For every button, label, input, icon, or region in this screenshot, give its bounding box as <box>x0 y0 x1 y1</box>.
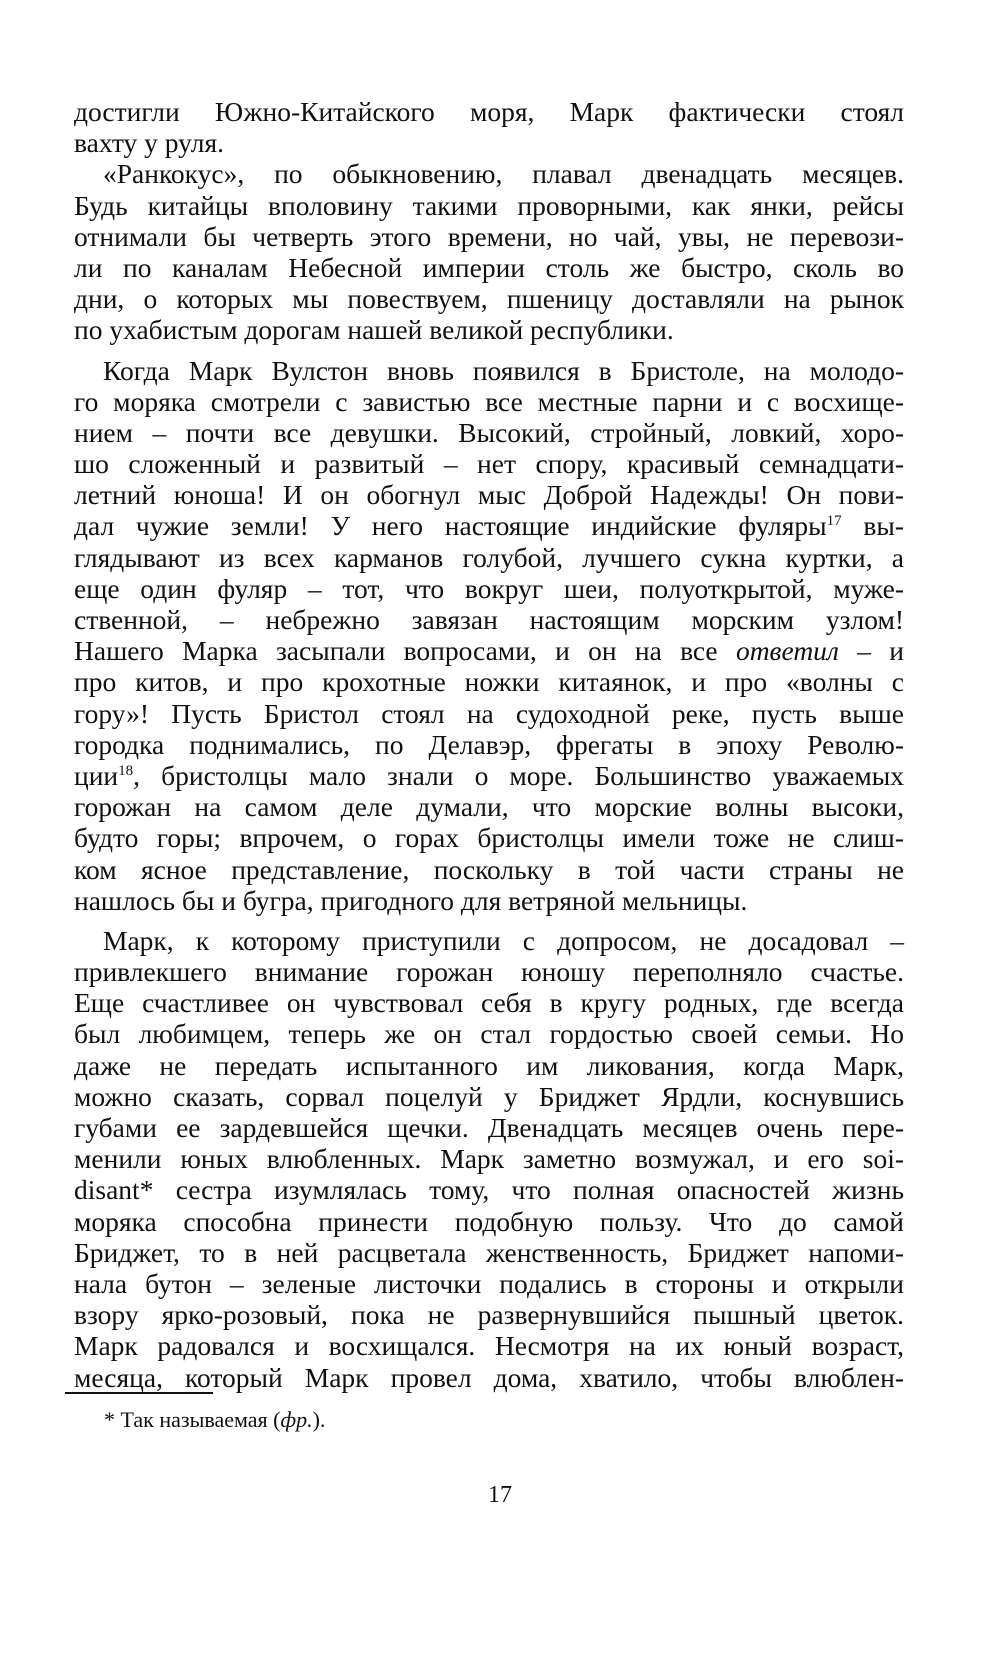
text-segment: вы- <box>841 510 904 542</box>
footnote-ref-18: 18 <box>118 762 134 779</box>
paragraph-start-line: Когда Марк Вулстон вновь появился в Бристоле, на молодо- <box>103 354 904 386</box>
text-segment: Нашего Марка засыпали вопросами, и он на все <box>74 635 718 667</box>
text-line: еще один фуляр – тот, что вокруг шеи, полуоткрытой, муже- <box>74 572 904 604</box>
footnote <box>104 1406 325 1434</box>
text-line: нала бутон – зеленые листочки подались в стороны и открыли <box>74 1267 904 1299</box>
footnote-ref-17: 17 <box>826 513 842 530</box>
paragraph-start-line: «Ранкокус», по обыкновению, плавал двенадцать месяцев. <box>103 158 904 190</box>
text-segment: дал чужие земли! У него настоящие индийские фуляры <box>74 510 827 542</box>
text-line: будто горы; впрочем, о горах бристолцы имели тоже не слиш- <box>74 822 904 854</box>
text-line: Бриджет, то в ней расцветала женственность, Бриджет напоми- <box>74 1236 904 1268</box>
text-line: можно сказать, сорвал поцелуй у Бриджет Ярдли, коснувшись <box>74 1080 904 1112</box>
text-line: disant* сестра изумлялась тому, что полная опасностей жизнь <box>74 1174 904 1206</box>
body-text <box>74 96 904 1393</box>
text-line: Еще счастливее он чувствовал себя в кругу родных, где всегда <box>74 987 904 1019</box>
emphasized-word: ответил <box>735 635 839 667</box>
text-line: моряка способна принести подобную пользу. Что до самой <box>74 1205 904 1237</box>
text-segment: – и <box>838 635 904 667</box>
text-line: месяца, который Марк провел дома, хватило, чтобы влюблен- <box>74 1361 904 1393</box>
page-number: 17 <box>488 1482 512 1508</box>
text-line: дни, о которых мы повествуем, пшеницу доставляли на рынок <box>74 283 904 315</box>
text-line: взору ярко-розовый, пока не развернувшийся пышный цветок. <box>74 1299 904 1331</box>
text-line: даже не передать испытанного им ликования, когда Марк, <box>74 1049 904 1081</box>
footnote-divider <box>65 1392 213 1394</box>
text-line: губами ее зардевшейся щечки. Двенадцать месяцев очень пере- <box>74 1112 904 1143</box>
text-line: Марк радовался и восхищался. Несмотря на их юный возраст, <box>74 1330 904 1362</box>
text-line: летний юноша! И он обогнул мыс Доброй Надежды! Он пови- <box>74 479 904 511</box>
text-line: ственной, – небрежно завязан настоящим морским узлом! <box>74 604 904 635</box>
text-line: достигли Южно-Китайского моря, Марк фактически стоял <box>74 96 904 127</box>
footnote-text: * Так называемая ( <box>104 1407 281 1432</box>
text-line <box>74 635 904 666</box>
text-segment: , бристолцы мало знали о море. Большинство уважаемых <box>133 759 904 791</box>
footnote-abbreviation: фр. <box>280 1407 313 1432</box>
text-line: привлекшего внимание горожан юношу переполняло счастье. <box>74 956 904 988</box>
text-line: менили юных влюбленных. Марк заметно возмужал, и его soi- <box>74 1143 904 1175</box>
text-line: ли по каналам Небесной империи столь же быстро, сколь во <box>74 251 904 283</box>
text-line: нашлось бы и бугра, пригодного для ветряной мельницы. <box>74 884 748 916</box>
text-line <box>74 510 904 541</box>
text-line: по ухабистым дорогам нашей великой республики. <box>74 314 674 346</box>
text-line: глядывают из всех карманов голубой, лучшего сукна куртки, а <box>74 541 904 573</box>
text-line: ком ясное представление, поскольку в той части страны не <box>74 853 904 885</box>
text-line: вахту у руля. <box>74 127 224 159</box>
text-line: отнимали бы четверть этого времени, но чай, увы, не перевози- <box>74 220 904 252</box>
text-line: го моряка смотрели с завистью все местные парни и с восхище- <box>74 385 904 417</box>
text-line: шо сложенный и развитый – нет спору, красивый семнадцати- <box>74 448 904 480</box>
paragraph-start-line: Марк, к которому приступили с допросом, не досадовал – <box>103 924 904 956</box>
text-line: Будь китайцы вполовину такими проворными, как янки, рейсы <box>74 189 904 221</box>
text-line: горожан на самом деле думали, что морские волны высоки, <box>74 791 904 823</box>
text-line: про китов, и про крохотные ножки китаянок, и про «волны с <box>74 666 904 698</box>
text-line: городка поднимались, по Делавэр, фрегаты в эпоху Револю- <box>74 728 904 760</box>
text-line: был любимцем, теперь же он стал гордостью своей семьи. Но <box>74 1018 904 1050</box>
text-segment: ции <box>74 759 119 791</box>
text-line <box>74 760 904 791</box>
text-line: нием – почти все девушки. Высокий, стройный, ловкий, хоро- <box>74 416 904 448</box>
footnote-close: ). <box>312 1407 326 1432</box>
text-line: гору»! Пусть Бристол стоял на судоходной реке, пусть выше <box>74 697 904 729</box>
